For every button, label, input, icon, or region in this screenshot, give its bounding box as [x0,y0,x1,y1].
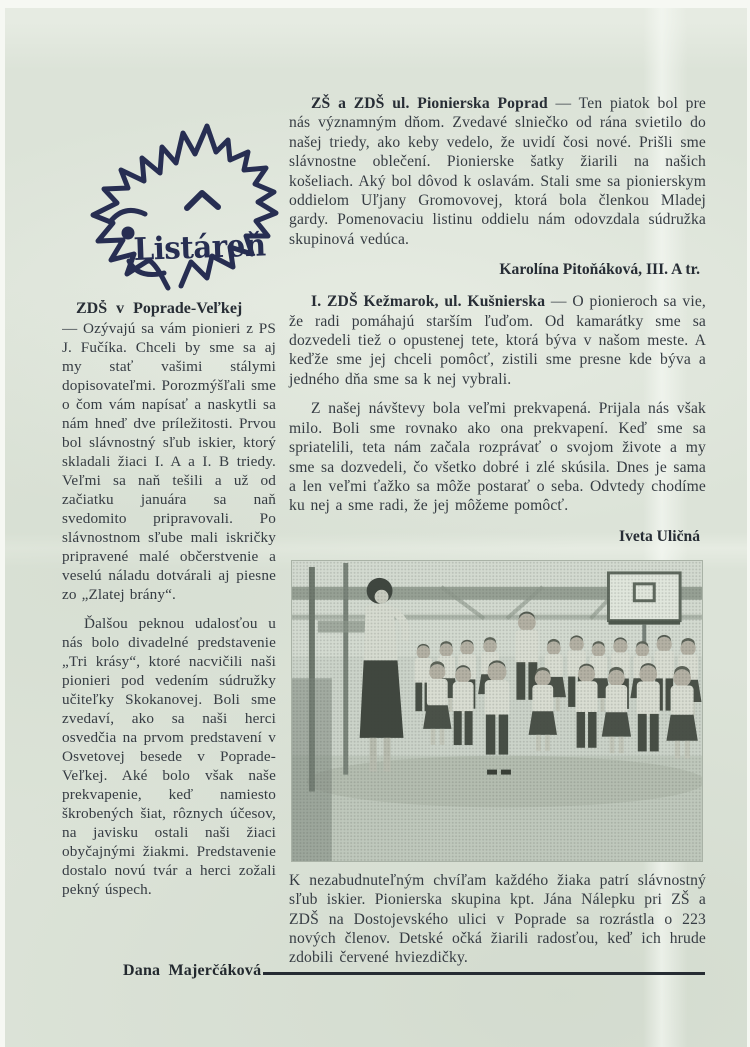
article-2-heading: I. ZDŠ Kežmarok, ul. Kušnierska [311,293,546,311]
article-1 [289,94,706,249]
leaf-face-drawing [71,102,283,294]
magazine-page [5,8,747,1047]
article-1-paragraph [289,94,706,249]
article-1-signature: Karolína Pitoňáková, III. A tr. [499,261,700,279]
article-2-paragraph-2: Z našej návštevy bola veľmi prekvapená. Prijala nás však milo. Boli sme rovnako ako ona prekvapení. Keď sme sa spriatelili, teta nám začala rozprávať o svojom živote a my sme sa dozvedeli, čo všetko dobré i zlé skúsila. Dnes je sama a len veľmi ťažko sa môže postarať o seba. Odvtedy chodíme ku nej a sme radi, že jej môžeme pomôcť. [289,400,706,515]
gym-photo-illustration [292,561,702,861]
left-article-signature: Dana Majerčáková [123,962,262,979]
photo-children-gym [291,560,703,862]
logo-text: Listáreň [133,227,275,268]
left-article-paragraph-2: Ďalšou peknou udalosťou u nás bolo divadelné predstavenie „Tri krásy“, ktoré nacvičili naši pionieri pod vedením súdružky učiteľky Skokanovej. Boli sme zvedaví, ako sa naši herci osvedčia na prvom predstavení v Osvetovej besede v Poprade-Veľkej. Aké bolo však naše prekvapenie, keď namiesto škrobených šiat, rôznych účesov, na javisku ostali naši žiaci obyčajnými žiakmi. Predstavenie dostalo novú tvár a herci zožali pekný úspech. [62,615,276,898]
article-1-body: — Ten piatok bol pre nás významným dňom. Zvedavé slniečko od rána svietilo do našej triedy, ako keby vedelo, že uvidí čosi nové. Prišli sme slávnostne oblečení. Pionierske šatky žiarili na našich košeliach. Aký bol dôvod k oslavám. Stali sme sa pionierskym oddielom Uľjany Gromovovej, ktorá bola členkou Mladej gardy. Pomenovaciu listinu oddielu nám odovzdala súdružka skupinová vedúca. [289,95,706,248]
article-1-heading: ZŠ a ZDŠ ul. Pionierska Poprad [311,95,548,112]
article-2-body-1: — O pionieroch sa vie, že radi pomáhajú starším ľuďom. Od kamarátky sme sa dozvedeli tiež o opustenej tete, ktorá býva v našom meste. A keďže sme jej chceli pomôcť, zistili sme presne kde býva a jedného dňa sme sa k nej vybrali. [289,293,706,388]
photo-caption: K nezabudnuteľným chvíľam každého žiaka patrí slávnostný sľub iskier. Pionierska skupina kpt. Jána Nálepku pri ZŠ a ZDŠ na Dostojevského ulici v Poprade sa rozrástla o 223 nových členov. Detské očká žiarili radosťou, keď ich hrude zdobili červené hviezdičky. [289,871,706,967]
horizontal-rule [263,959,705,975]
left-signature-row [123,959,705,980]
left-column [62,300,276,950]
right-column [289,94,706,968]
halftone-overlay [292,561,702,861]
article-2 [289,292,706,515]
article-2-paragraph-1 [289,292,706,389]
right-eyebrow [187,193,218,208]
left-article-paragraph-1: — Ozývajú sa vám pionieri z PS J. Fučíka. Chceli by sme sa aj my stať vašimi stálymi dopisovateľmi. Porozmýšľali sme o čom vám napísať a naskytli sa nám hneď dve príležitosti. Prvou bol slávnostný sľub iskier, ktorý skladali žiaci I. A a I. B triedy. Veľmi sa naň tešili a už od začiatku januára sa naň svedomito pripravovali. Po slávnostnom sľube mali iskričky pripravené malé občerstvenie a veselú náladu dotvárali aj piesne zo „Zlatej brány“. [62,320,276,603]
photo-caption-block [289,871,706,968]
listaren-logo [71,102,283,294]
left-article-heading: ZDŠ v Poprade-Veľkej [76,300,243,317]
left-article-body [62,319,276,899]
article-2-signature: Iveta Uličná [619,527,700,545]
left-eyebrow [110,210,145,222]
